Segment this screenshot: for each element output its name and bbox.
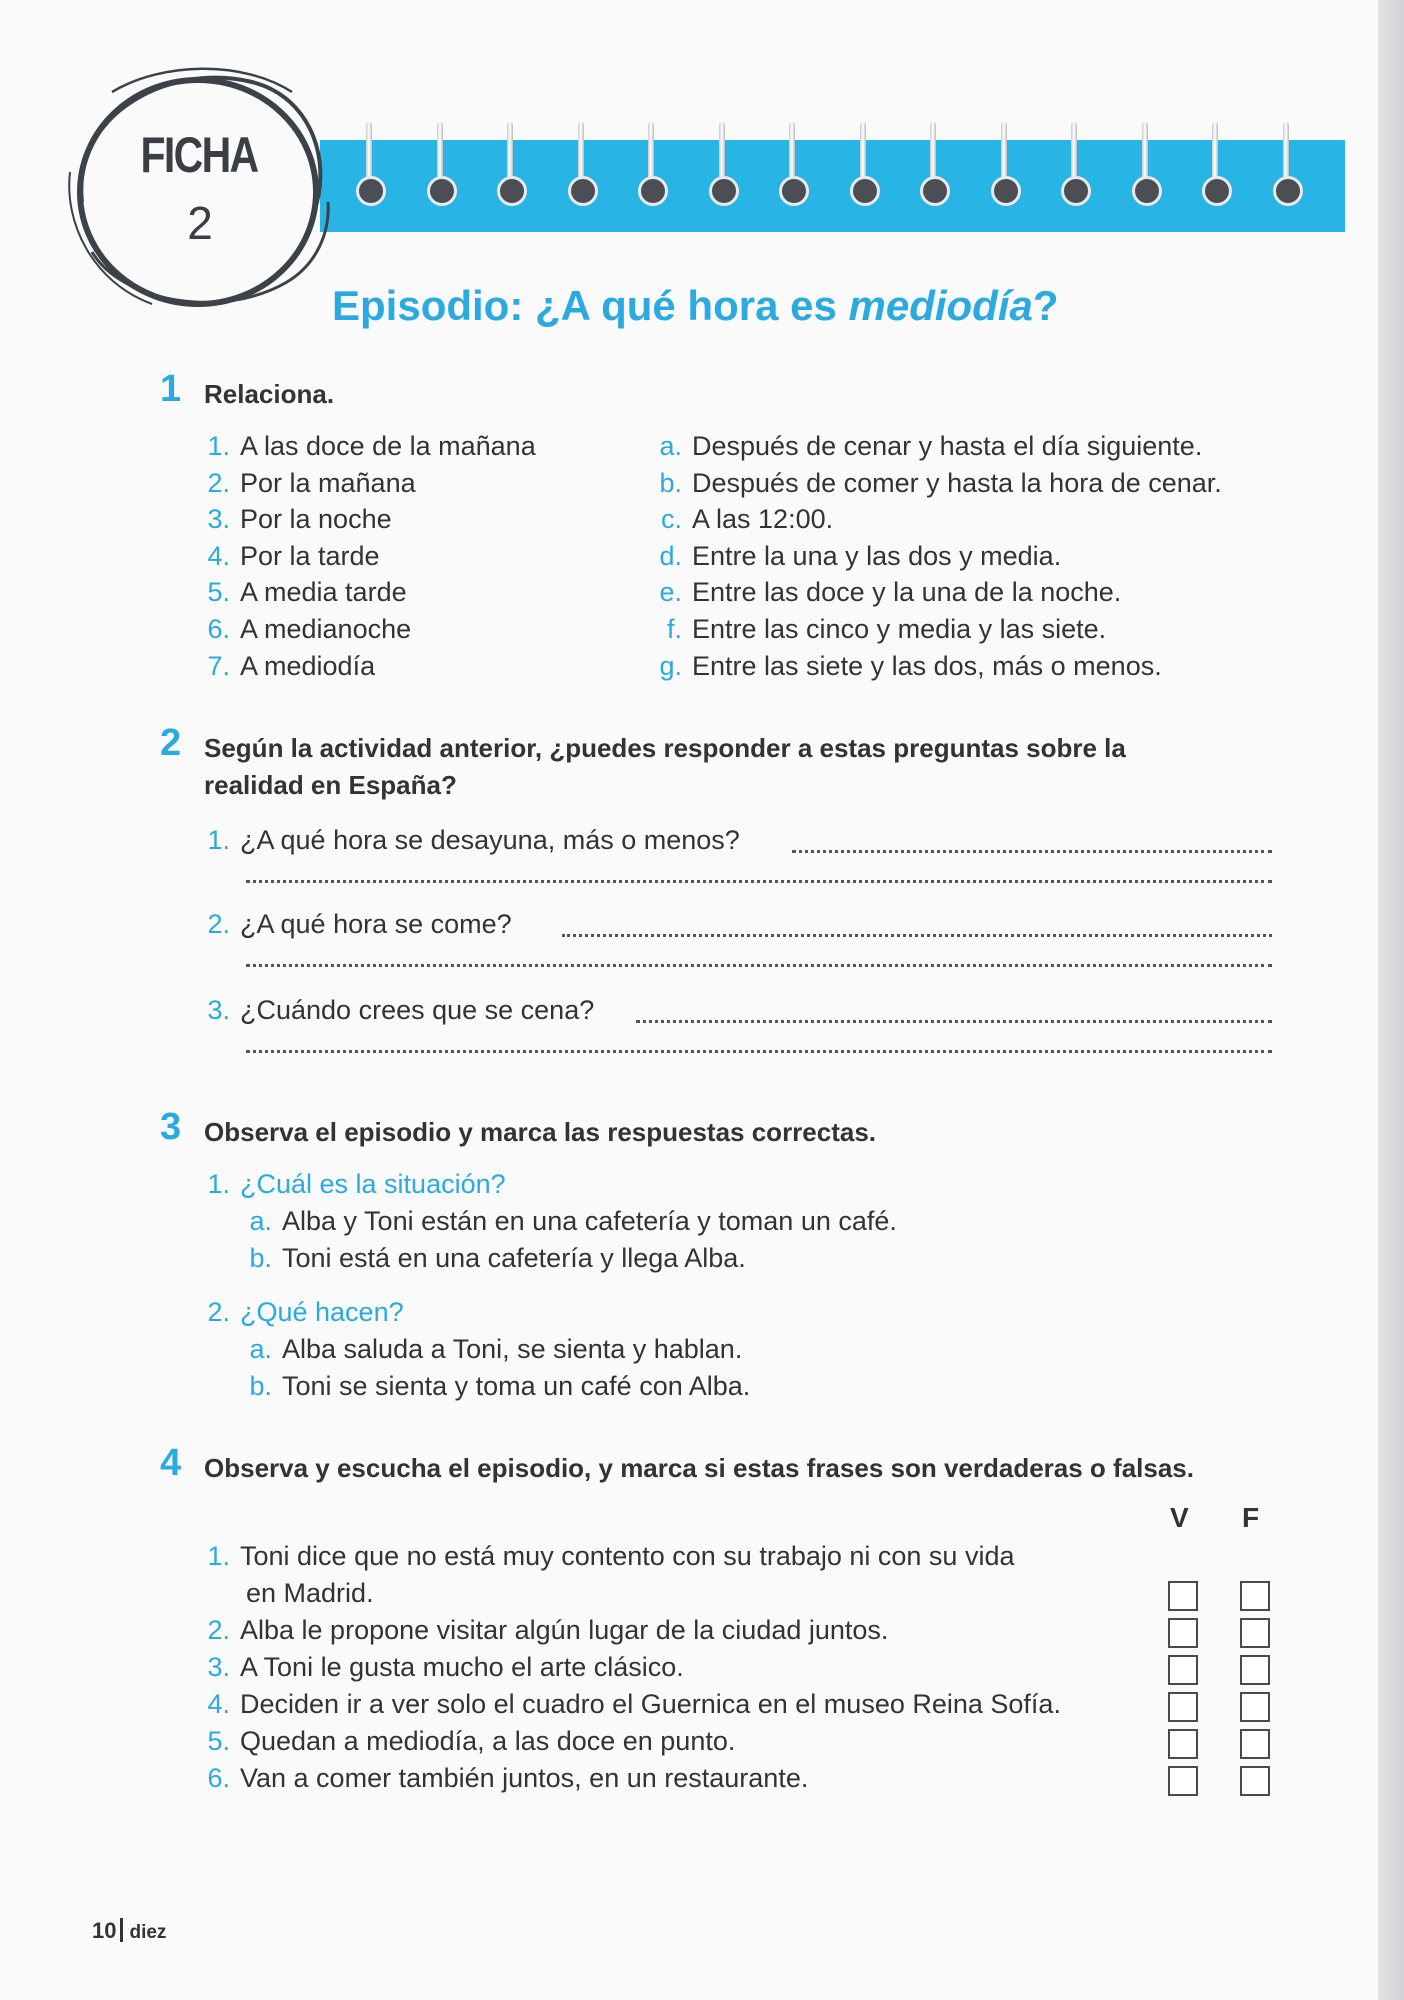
item-label: 4. — [207, 1689, 230, 1719]
spiral-hole — [1202, 176, 1232, 206]
item-label: d. — [659, 540, 682, 571]
item-label: c. — [660, 504, 682, 535]
section-number: 2 — [160, 722, 182, 764]
match-left-item — [196, 648, 375, 684]
item-text: ¿Cuándo crees que se cena? — [240, 995, 595, 1025]
match-left-item — [196, 611, 411, 647]
item-label: b. — [249, 1243, 272, 1273]
section-number: 4 — [160, 1442, 182, 1484]
item-text: A media tarde — [240, 577, 407, 608]
spiral-hole — [356, 176, 386, 206]
item-label: e. — [659, 577, 682, 608]
item-label: 3. — [207, 995, 230, 1025]
item-label: 1. — [207, 431, 230, 461]
match-right-item — [646, 501, 833, 537]
page-word: diez — [129, 1922, 167, 1943]
spiral-hole — [497, 176, 527, 206]
footer-divider — [120, 1918, 123, 1942]
item-label: g. — [659, 650, 682, 681]
ficha-number: 2 — [187, 197, 213, 249]
statement-item — [196, 1723, 735, 1759]
page-title — [332, 282, 1059, 330]
option-item — [236, 1331, 742, 1367]
item-text: Van a comer también juntos, en un restaurante. — [240, 1763, 809, 1793]
spiral-hole — [709, 176, 739, 206]
answer-line[interactable] — [562, 934, 1272, 937]
item-text: Después de comer y hasta la hora de cenar. — [692, 467, 1222, 498]
option-item — [236, 1203, 897, 1239]
false-checkbox[interactable] — [1240, 1581, 1270, 1611]
false-checkbox[interactable] — [1240, 1655, 1270, 1685]
match-left-item — [196, 501, 392, 537]
match-left-item — [196, 428, 536, 464]
section-number: 1 — [160, 368, 182, 410]
item-text: Deciden ir a ver solo el cuadro el Guernica en el museo Reina Sofía. — [240, 1689, 1061, 1719]
item-label: b. — [659, 467, 682, 498]
item-text: Entre las doce y la una de la noche. — [692, 577, 1122, 608]
item-text: A Toni le gusta mucho el arte clásico. — [240, 1652, 684, 1682]
false-checkbox[interactable] — [1240, 1692, 1270, 1722]
spiral-hole — [427, 176, 457, 206]
item-label: 6. — [207, 614, 230, 644]
question-item — [196, 906, 512, 942]
item-label: 6. — [207, 1763, 230, 1793]
section-instruction — [204, 730, 1404, 804]
item-text: Después de cenar y hasta el día siguiente. — [692, 431, 1203, 461]
item-text: Alba le propone visitar algún lugar de la ciudad juntos. — [240, 1615, 889, 1645]
ficha-label: FICHA — [140, 127, 258, 183]
item-label: 7. — [207, 650, 230, 681]
item-label: f. — [666, 614, 682, 644]
spiral-hole — [920, 176, 950, 206]
answer-line[interactable] — [792, 850, 1272, 853]
item-text: A las doce de la mañana — [240, 431, 536, 461]
section-instruction: Observa y escucha el episodio, y marca si estas frases son verdaderas o falsas. — [204, 1453, 1194, 1483]
true-checkbox[interactable] — [1168, 1729, 1198, 1759]
item-label: 2. — [207, 1615, 230, 1645]
statement-item — [196, 1612, 888, 1648]
item-label: 4. — [207, 540, 230, 571]
page-number: 10 — [92, 1918, 117, 1943]
section-instruction: Observa el episodio y marca las respuestas correctas. — [204, 1117, 877, 1147]
answer-line[interactable] — [246, 964, 1272, 967]
column-header-true: V — [1170, 1502, 1189, 1533]
item-label: a. — [249, 1334, 272, 1364]
answer-line[interactable] — [636, 1020, 1272, 1023]
item-text: A medianoche — [240, 614, 412, 644]
question-item — [196, 1294, 404, 1330]
item-label: b. — [249, 1371, 272, 1401]
header-banner — [320, 140, 1345, 232]
item-text: A las 12:00. — [692, 504, 834, 535]
false-checkbox[interactable] — [1240, 1729, 1270, 1759]
item-text: ¿Cuál es la situación? — [240, 1169, 506, 1199]
item-label: 3. — [207, 1652, 230, 1682]
section-instruction: Relaciona. — [204, 379, 335, 409]
item-label: 1. — [207, 1169, 230, 1199]
option-item — [236, 1368, 750, 1404]
question-item — [196, 992, 594, 1028]
question-item — [196, 822, 740, 858]
true-checkbox[interactable] — [1168, 1766, 1198, 1796]
question-item — [196, 1166, 506, 1202]
match-right-item — [646, 611, 1106, 647]
true-checkbox[interactable] — [1168, 1618, 1198, 1648]
spiral-hole — [1132, 176, 1162, 206]
item-text: Entre la una y las dos y media. — [692, 540, 1062, 571]
spiral-hole — [991, 176, 1021, 206]
instruction-line: realidad en España? — [204, 770, 457, 800]
title-prefix: Episodio: ¿A qué hora es — [332, 282, 849, 329]
match-right-item — [646, 538, 1061, 574]
item-text: A mediodía — [240, 650, 376, 681]
item-text: Entre las cinco y media y las siete. — [692, 614, 1107, 644]
spiral-hole — [1273, 176, 1303, 206]
item-label: 2. — [207, 1297, 230, 1327]
item-label: 2. — [207, 909, 230, 939]
item-text: ¿A qué hora se desayuna, más o menos? — [240, 825, 740, 855]
item-text: ¿Qué hacen? — [240, 1297, 404, 1327]
instruction-line: Según la actividad anterior, ¿puedes responder a estas preguntas sobre la — [204, 733, 1126, 763]
item-text: Toni dice que no está muy contento con su trabajo ni con su vida — [240, 1541, 1015, 1571]
true-checkbox[interactable] — [1168, 1692, 1198, 1722]
match-left-item — [196, 538, 380, 574]
option-item — [236, 1240, 746, 1276]
title-suffix: ? — [1032, 282, 1059, 329]
statement-item — [196, 1538, 1014, 1574]
match-right-item — [646, 648, 1162, 684]
spiral-hole — [568, 176, 598, 206]
item-label: a. — [249, 1206, 272, 1236]
item-label: 1. — [207, 1541, 230, 1571]
true-checkbox[interactable] — [1168, 1581, 1198, 1611]
spiral-hole — [850, 176, 880, 206]
true-checkbox[interactable] — [1168, 1655, 1198, 1685]
statement-item — [196, 1649, 684, 1685]
match-right-item — [646, 465, 1222, 501]
section-number: 3 — [160, 1106, 182, 1148]
match-right-item — [646, 574, 1121, 610]
answer-line[interactable] — [246, 880, 1272, 883]
false-checkbox[interactable] — [1240, 1618, 1270, 1648]
item-label: 5. — [207, 1726, 230, 1756]
column-header-false: F — [1242, 1502, 1260, 1533]
page-edge — [1378, 0, 1404, 2000]
item-text: Toni se sienta y toma un café con Alba. — [282, 1371, 751, 1401]
item-text: Entre las siete y las dos, más o menos. — [692, 650, 1162, 681]
item-label: 5. — [207, 577, 230, 608]
item-label: a. — [659, 431, 682, 461]
match-left-item — [196, 465, 416, 501]
item-text: ¿A qué hora se come? — [240, 909, 512, 939]
answer-line[interactable] — [246, 1050, 1272, 1053]
item-text: Por la tarde — [240, 540, 380, 571]
item-text: Alba saluda a Toni, se sienta y hablan. — [282, 1334, 743, 1364]
spiral-hole — [638, 176, 668, 206]
statement-item — [196, 1760, 808, 1796]
spiral-hole — [779, 176, 809, 206]
item-label: 1. — [207, 825, 230, 855]
item-text: Por la mañana — [240, 467, 416, 498]
ficha-badge-circle — [52, 52, 332, 322]
statement-item — [196, 1686, 1061, 1722]
item-label: 3. — [207, 504, 230, 535]
match-right-item — [646, 428, 1202, 464]
item-text: Alba y Toni están en una cafetería y toman un café. — [282, 1206, 897, 1236]
item-text: Por la noche — [240, 504, 392, 535]
spiral-hole — [1061, 176, 1091, 206]
title-italic: mediodía — [848, 282, 1033, 329]
item-text: Quedan a mediodía, a las doce en punto. — [240, 1726, 736, 1756]
statement-continuation: en Madrid. — [246, 1578, 374, 1608]
match-left-item — [196, 574, 407, 610]
item-text: Toni está en una cafetería y llega Alba. — [282, 1243, 746, 1273]
page-footer — [92, 1918, 166, 1944]
item-label: 2. — [207, 467, 230, 498]
false-checkbox[interactable] — [1240, 1766, 1270, 1796]
